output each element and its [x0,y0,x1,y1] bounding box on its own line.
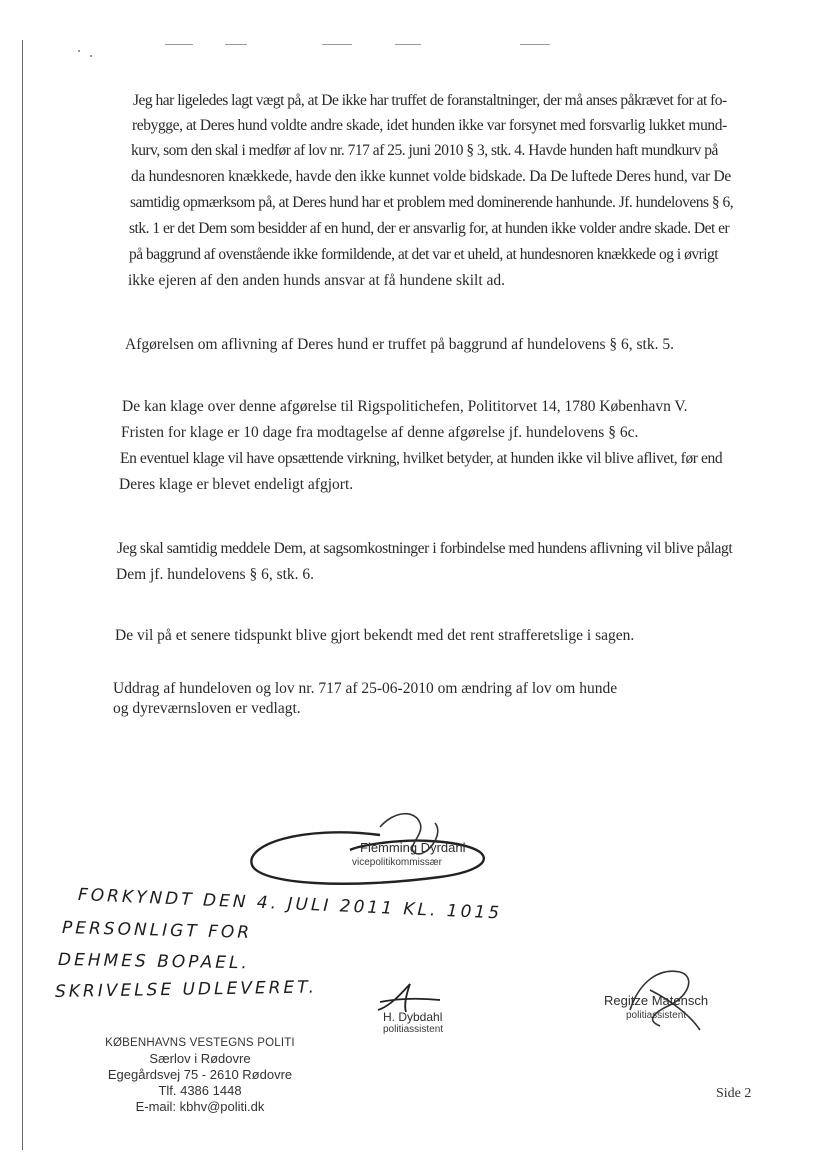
text-line: Fristen for klage er 10 dage fra modtagelse af denne afgørelse jf. hundelovens § 6c. [121,424,639,441]
scan-edge-line [22,40,23,1150]
page-number: Side 2 [716,1086,752,1101]
scan-speck [90,55,92,57]
handwritten-note-line: DEHMES BOPAEL. [57,950,251,974]
text-line: og dyreværnsloven er vedlagt. [113,700,301,717]
text-line: da hundesnoren knækkede, havde den ikke kunnet volde bidskade. Da De luftede Deres hund, var De [131,168,731,185]
text-line: Jeg har ligeledes lagt vægt på, at De ikke har truffet de foranstaltninger, der må anses påkrævet for at fo- [133,92,727,109]
signature-name-first: Flemming Dyrdahl [360,840,466,855]
handwritten-note-line: FORKYNDT DEN 4. JULI 2011 KL. 1015 [77,885,503,924]
footer-address: Egegårdsvej 75 - 2610 Rødovre [107,1067,293,1082]
text-line: De vil på et senere tidspunkt blive gjort bekendt med det rent strafferetslige i sagen. [115,627,635,644]
text-line: på baggrund af ovenstående ikke formildende, at det var et uheld, at hundesnoren knækkede og i øvrigt [129,246,719,263]
signature-title-first: vicepolitikommissær [352,857,443,868]
signature-name-third: Regitze Matensch [604,993,709,1008]
text-line: En eventuel klage vil have opsættende virkning, hvilket betyder, at hunden ikke vil blive aflivet, før end [120,450,723,467]
signature-title-second: politiassistent [383,1024,444,1035]
text-line: kurv, som den skal i medfør af lov nr. 717 af 25. juni 2010 § 3, stk. 4. Havde hunden haft mundkurv på [131,142,718,159]
footer-contact [70,1035,330,1115]
text-line: Afgørelsen om aflivning af Deres hund er truffet på baggrund af hundelovens § 6, stk. 5. [125,336,674,353]
text-line: rebygge, at Deres hund voldte andre skade, idet hunden ikke var forsynet med forsvarlig lukket mund- [132,117,727,134]
signature-title-third: politiassistent [626,1010,687,1021]
text-line: ikke ejeren af den anden hunds ansvar at få hundene skilt ad. [128,272,506,289]
footer-phone: Tlf. 4386 1448 [158,1083,242,1098]
signature-name-second: H. Dybdahl [383,1010,443,1024]
footer-org-name: KØBENHAVNS VESTEGNS POLITI [105,1037,295,1049]
handwritten-note-line: SKRIVELSE UDLEVERET. [54,977,318,1002]
scan-speck [78,50,80,52]
text-line: Uddrag af hundeloven og lov nr. 717 af 25-06-2010 om ændring af lov om hunde [113,680,618,697]
scan-mark [225,44,247,45]
handwritten-note-line: PERSONLIGT FOR [61,918,253,943]
scan-mark [520,44,550,45]
footer-email: E-mail: kbhv@politi.dk [135,1099,265,1114]
text-line: Deres klage er blevet endeligt afgjort. [119,476,354,493]
scan-mark [322,44,352,45]
scan-mark [395,44,421,45]
scan-mark [165,44,193,45]
text-line: Jeg skal samtidig meddele Dem, at sagsomkostninger i forbindelse med hundens aflivning vil blive pålagt [117,540,733,557]
text-line: Dem jf. hundelovens § 6, stk. 6. [116,566,315,583]
text-line: samtidig opmærksom på, at Deres hund har et problem med dominerende hanhunde. Jf. hundelovens § 6, [130,194,734,211]
text-line: stk. 1 er det Dem som besidder af en hund, der er ansvarlig for, at hunden ikke volder andre skade. Det er [129,220,730,237]
footer-unit: Særlov i Rødovre [149,1051,251,1066]
text-line: De kan klage over denne afgørelse til Rigspolitichefen, Polititorvet 14, 1780 København V. [122,398,688,415]
